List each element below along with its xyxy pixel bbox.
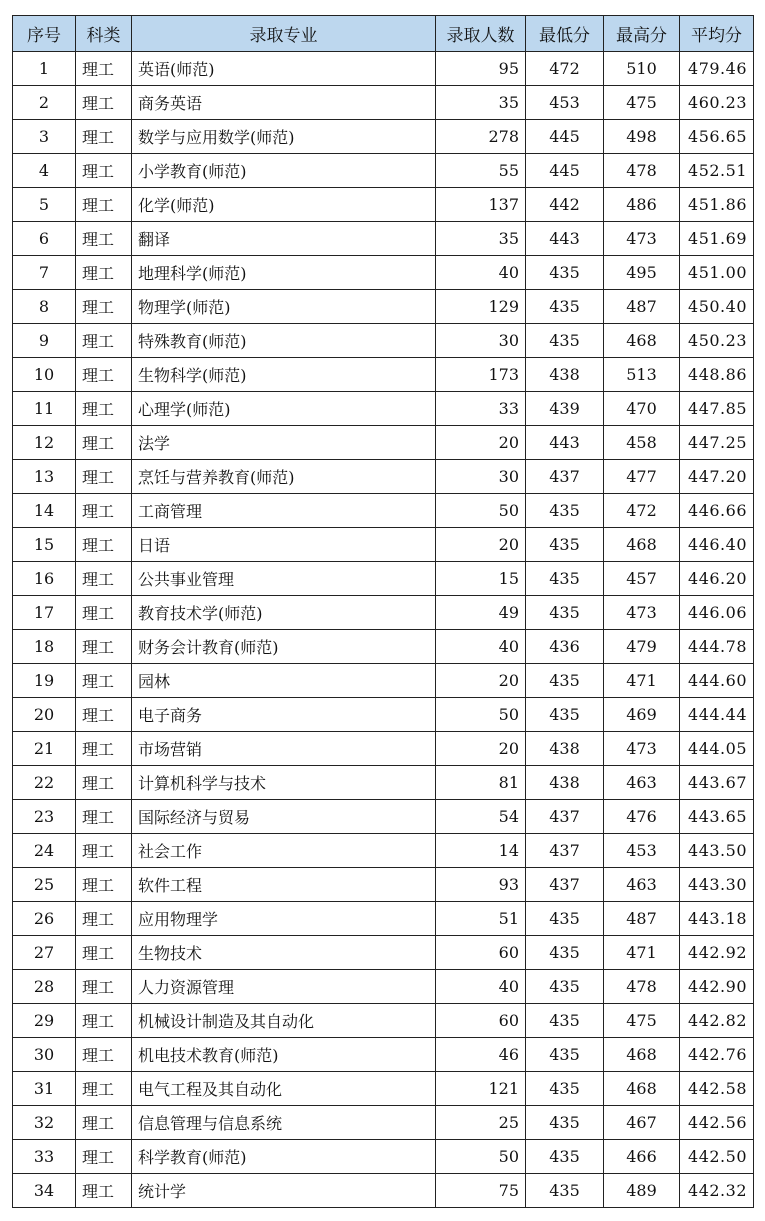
- row-avg-score: 442.92: [680, 936, 754, 970]
- row-avg-score: 444.78: [680, 630, 754, 664]
- table-row: [13, 460, 754, 494]
- row-admit-count: 30: [436, 324, 526, 358]
- row-category: 理工: [76, 256, 132, 290]
- row-major: 物理学(师范): [132, 290, 436, 324]
- row-admit-count: 33: [436, 392, 526, 426]
- row-admit-count: 46: [436, 1038, 526, 1072]
- row-major: 财务会计教育(师范): [132, 630, 436, 664]
- row-admit-count: 121: [436, 1072, 526, 1106]
- row-index: 16: [13, 562, 76, 596]
- row-max-score: 463: [604, 868, 680, 902]
- row-category: 理工: [76, 698, 132, 732]
- row-min-score: 435: [526, 528, 604, 562]
- header-category: 科类: [76, 16, 132, 52]
- row-category: 理工: [76, 1106, 132, 1140]
- row-index: 27: [13, 936, 76, 970]
- row-index: 5: [13, 188, 76, 222]
- row-category: 理工: [76, 562, 132, 596]
- row-admit-count: 40: [436, 256, 526, 290]
- row-major: 机电技术教育(师范): [132, 1038, 436, 1072]
- table-row: [13, 1174, 754, 1208]
- row-index: 20: [13, 698, 76, 732]
- row-min-score: 435: [526, 324, 604, 358]
- row-min-score: 435: [526, 1038, 604, 1072]
- row-major: 法学: [132, 426, 436, 460]
- table-row: [13, 698, 754, 732]
- row-avg-score: 447.85: [680, 392, 754, 426]
- row-min-score: 437: [526, 868, 604, 902]
- row-min-score: 436: [526, 630, 604, 664]
- row-major: 统计学: [132, 1174, 436, 1208]
- row-admit-count: 95: [436, 52, 526, 86]
- row-min-score: 438: [526, 766, 604, 800]
- row-index: 30: [13, 1038, 76, 1072]
- row-max-score: 473: [604, 732, 680, 766]
- row-index: 26: [13, 902, 76, 936]
- row-max-score: 489: [604, 1174, 680, 1208]
- row-min-score: 435: [526, 1072, 604, 1106]
- row-max-score: 469: [604, 698, 680, 732]
- row-min-score: 435: [526, 936, 604, 970]
- row-category: 理工: [76, 290, 132, 324]
- table-row: [13, 562, 754, 596]
- row-avg-score: 444.44: [680, 698, 754, 732]
- row-admit-count: 55: [436, 154, 526, 188]
- row-max-score: 468: [604, 1038, 680, 1072]
- row-category: 理工: [76, 86, 132, 120]
- row-major: 生物技术: [132, 936, 436, 970]
- header-index: 序号: [13, 16, 76, 52]
- row-avg-score: 446.40: [680, 528, 754, 562]
- row-avg-score: 448.86: [680, 358, 754, 392]
- row-category: 理工: [76, 1004, 132, 1038]
- row-admit-count: 15: [436, 562, 526, 596]
- row-min-score: 443: [526, 222, 604, 256]
- table-row: [13, 426, 754, 460]
- row-min-score: 472: [526, 52, 604, 86]
- row-admit-count: 14: [436, 834, 526, 868]
- table-row: [13, 86, 754, 120]
- row-max-score: 486: [604, 188, 680, 222]
- row-category: 理工: [76, 800, 132, 834]
- row-max-score: 453: [604, 834, 680, 868]
- row-major: 烹饪与营养教育(师范): [132, 460, 436, 494]
- row-avg-score: 451.86: [680, 188, 754, 222]
- row-avg-score: 442.56: [680, 1106, 754, 1140]
- table-row: [13, 188, 754, 222]
- table-row: [13, 52, 754, 86]
- row-category: 理工: [76, 494, 132, 528]
- row-category: 理工: [76, 664, 132, 698]
- row-admit-count: 129: [436, 290, 526, 324]
- table-row: [13, 834, 754, 868]
- row-min-score: 435: [526, 562, 604, 596]
- table-row: [13, 970, 754, 1004]
- row-index: 11: [13, 392, 76, 426]
- row-admit-count: 25: [436, 1106, 526, 1140]
- row-admit-count: 60: [436, 1004, 526, 1038]
- row-min-score: 438: [526, 358, 604, 392]
- row-category: 理工: [76, 324, 132, 358]
- table-row: [13, 358, 754, 392]
- row-admit-count: 30: [436, 460, 526, 494]
- table-row: [13, 392, 754, 426]
- row-major: 信息管理与信息系统: [132, 1106, 436, 1140]
- row-avg-score: 444.60: [680, 664, 754, 698]
- row-major: 英语(师范): [132, 52, 436, 86]
- row-min-score: 438: [526, 732, 604, 766]
- table-row: [13, 256, 754, 290]
- row-max-score: 498: [604, 120, 680, 154]
- row-index: 10: [13, 358, 76, 392]
- header-max-score: 最高分: [604, 16, 680, 52]
- table-row: [13, 1072, 754, 1106]
- row-max-score: 477: [604, 460, 680, 494]
- row-category: 理工: [76, 358, 132, 392]
- row-admit-count: 137: [436, 188, 526, 222]
- row-max-score: 457: [604, 562, 680, 596]
- table-row: [13, 936, 754, 970]
- row-max-score: 463: [604, 766, 680, 800]
- row-avg-score: 443.30: [680, 868, 754, 902]
- row-min-score: 439: [526, 392, 604, 426]
- row-index: 2: [13, 86, 76, 120]
- row-avg-score: 479.46: [680, 52, 754, 86]
- row-admit-count: 60: [436, 936, 526, 970]
- row-avg-score: 446.66: [680, 494, 754, 528]
- row-index: 8: [13, 290, 76, 324]
- row-category: 理工: [76, 222, 132, 256]
- table-row: [13, 154, 754, 188]
- row-major: 公共事业管理: [132, 562, 436, 596]
- row-max-score: 495: [604, 256, 680, 290]
- header-min-score: 最低分: [526, 16, 604, 52]
- row-avg-score: 451.69: [680, 222, 754, 256]
- table-row: [13, 528, 754, 562]
- table-row: [13, 902, 754, 936]
- row-max-score: 510: [604, 52, 680, 86]
- row-min-score: 445: [526, 154, 604, 188]
- row-max-score: 475: [604, 86, 680, 120]
- row-index: 17: [13, 596, 76, 630]
- table-row: [13, 732, 754, 766]
- row-admit-count: 51: [436, 902, 526, 936]
- row-avg-score: 460.23: [680, 86, 754, 120]
- row-index: 31: [13, 1072, 76, 1106]
- row-category: 理工: [76, 426, 132, 460]
- row-major: 教育技术学(师范): [132, 596, 436, 630]
- row-index: 34: [13, 1174, 76, 1208]
- table-row: [13, 324, 754, 358]
- row-min-score: 435: [526, 596, 604, 630]
- row-major: 人力资源管理: [132, 970, 436, 1004]
- row-major: 科学教育(师范): [132, 1140, 436, 1174]
- table-row: [13, 1106, 754, 1140]
- row-min-score: 453: [526, 86, 604, 120]
- row-admit-count: 50: [436, 698, 526, 732]
- row-admit-count: 173: [436, 358, 526, 392]
- row-avg-score: 442.76: [680, 1038, 754, 1072]
- admission-score-table: [12, 15, 754, 1208]
- row-avg-score: 446.20: [680, 562, 754, 596]
- row-category: 理工: [76, 630, 132, 664]
- row-index: 9: [13, 324, 76, 358]
- row-max-score: 473: [604, 596, 680, 630]
- row-index: 13: [13, 460, 76, 494]
- row-avg-score: 447.20: [680, 460, 754, 494]
- header-major: 录取专业: [132, 16, 436, 52]
- row-min-score: 435: [526, 970, 604, 1004]
- row-admit-count: 20: [436, 528, 526, 562]
- row-min-score: 435: [526, 902, 604, 936]
- row-avg-score: 443.50: [680, 834, 754, 868]
- row-max-score: 513: [604, 358, 680, 392]
- row-category: 理工: [76, 970, 132, 1004]
- table-row: [13, 1140, 754, 1174]
- row-max-score: 470: [604, 392, 680, 426]
- row-max-score: 475: [604, 1004, 680, 1038]
- row-admit-count: 54: [436, 800, 526, 834]
- row-category: 理工: [76, 1174, 132, 1208]
- row-index: 3: [13, 120, 76, 154]
- row-category: 理工: [76, 732, 132, 766]
- row-index: 18: [13, 630, 76, 664]
- row-min-score: 445: [526, 120, 604, 154]
- header-avg-score: 平均分: [680, 16, 754, 52]
- table-row: [13, 664, 754, 698]
- row-max-score: 468: [604, 324, 680, 358]
- row-min-score: 437: [526, 460, 604, 494]
- row-index: 22: [13, 766, 76, 800]
- row-avg-score: 443.18: [680, 902, 754, 936]
- row-min-score: 435: [526, 1004, 604, 1038]
- row-max-score: 487: [604, 902, 680, 936]
- table-row: [13, 630, 754, 664]
- table-row: [13, 1004, 754, 1038]
- table-row: [13, 290, 754, 324]
- header-row: [13, 16, 754, 52]
- row-major: 商务英语: [132, 86, 436, 120]
- row-avg-score: 456.65: [680, 120, 754, 154]
- row-index: 28: [13, 970, 76, 1004]
- row-major: 心理学(师范): [132, 392, 436, 426]
- row-category: 理工: [76, 460, 132, 494]
- row-category: 理工: [76, 868, 132, 902]
- row-avg-score: 442.50: [680, 1140, 754, 1174]
- row-admit-count: 93: [436, 868, 526, 902]
- row-major: 应用物理学: [132, 902, 436, 936]
- table-row: [13, 800, 754, 834]
- row-min-score: 435: [526, 1106, 604, 1140]
- row-min-score: 437: [526, 800, 604, 834]
- row-major: 地理科学(师范): [132, 256, 436, 290]
- row-category: 理工: [76, 1072, 132, 1106]
- row-max-score: 467: [604, 1106, 680, 1140]
- row-avg-score: 447.25: [680, 426, 754, 460]
- row-category: 理工: [76, 1038, 132, 1072]
- row-category: 理工: [76, 902, 132, 936]
- row-index: 6: [13, 222, 76, 256]
- row-major: 计算机科学与技术: [132, 766, 436, 800]
- row-category: 理工: [76, 188, 132, 222]
- row-admit-count: 40: [436, 630, 526, 664]
- row-major: 园林: [132, 664, 436, 698]
- row-max-score: 476: [604, 800, 680, 834]
- row-category: 理工: [76, 596, 132, 630]
- row-min-score: 435: [526, 256, 604, 290]
- row-avg-score: 452.51: [680, 154, 754, 188]
- row-max-score: 478: [604, 970, 680, 1004]
- row-category: 理工: [76, 528, 132, 562]
- table-row: [13, 1038, 754, 1072]
- row-admit-count: 50: [436, 494, 526, 528]
- row-avg-score: 443.65: [680, 800, 754, 834]
- row-admit-count: 20: [436, 426, 526, 460]
- row-index: 15: [13, 528, 76, 562]
- row-avg-score: 442.90: [680, 970, 754, 1004]
- row-major: 机械设计制造及其自动化: [132, 1004, 436, 1038]
- row-admit-count: 75: [436, 1174, 526, 1208]
- row-major: 生物科学(师范): [132, 358, 436, 392]
- row-min-score: 442: [526, 188, 604, 222]
- row-index: 21: [13, 732, 76, 766]
- row-min-score: 435: [526, 494, 604, 528]
- row-max-score: 472: [604, 494, 680, 528]
- row-min-score: 435: [526, 290, 604, 324]
- row-category: 理工: [76, 1140, 132, 1174]
- row-major: 国际经济与贸易: [132, 800, 436, 834]
- row-max-score: 458: [604, 426, 680, 460]
- row-major: 市场营销: [132, 732, 436, 766]
- row-major: 特殊教育(师范): [132, 324, 436, 358]
- row-admit-count: 35: [436, 222, 526, 256]
- row-category: 理工: [76, 120, 132, 154]
- row-min-score: 435: [526, 664, 604, 698]
- table-header: [13, 16, 754, 52]
- header-count: 录取人数: [436, 16, 526, 52]
- row-index: 29: [13, 1004, 76, 1038]
- row-admit-count: 49: [436, 596, 526, 630]
- row-index: 1: [13, 52, 76, 86]
- row-major: 社会工作: [132, 834, 436, 868]
- row-category: 理工: [76, 766, 132, 800]
- row-category: 理工: [76, 936, 132, 970]
- row-avg-score: 444.05: [680, 732, 754, 766]
- row-index: 14: [13, 494, 76, 528]
- row-max-score: 466: [604, 1140, 680, 1174]
- table-row: [13, 596, 754, 630]
- row-index: 32: [13, 1106, 76, 1140]
- row-major: 电子商务: [132, 698, 436, 732]
- row-admit-count: 35: [436, 86, 526, 120]
- row-avg-score: 442.58: [680, 1072, 754, 1106]
- table-row: [13, 494, 754, 528]
- table-body: [13, 52, 754, 1208]
- row-index: 19: [13, 664, 76, 698]
- row-major: 工商管理: [132, 494, 436, 528]
- row-avg-score: 446.06: [680, 596, 754, 630]
- table-row: [13, 868, 754, 902]
- row-avg-score: 443.67: [680, 766, 754, 800]
- row-index: 33: [13, 1140, 76, 1174]
- row-max-score: 468: [604, 1072, 680, 1106]
- row-category: 理工: [76, 834, 132, 868]
- row-min-score: 443: [526, 426, 604, 460]
- row-major: 小学教育(师范): [132, 154, 436, 188]
- row-index: 12: [13, 426, 76, 460]
- row-index: 4: [13, 154, 76, 188]
- row-index: 7: [13, 256, 76, 290]
- row-min-score: 435: [526, 1140, 604, 1174]
- row-max-score: 471: [604, 936, 680, 970]
- row-major: 软件工程: [132, 868, 436, 902]
- row-admit-count: 40: [436, 970, 526, 1004]
- row-min-score: 435: [526, 1174, 604, 1208]
- row-major: 翻译: [132, 222, 436, 256]
- row-major: 电气工程及其自动化: [132, 1072, 436, 1106]
- row-admit-count: 81: [436, 766, 526, 800]
- row-max-score: 473: [604, 222, 680, 256]
- row-major: 化学(师范): [132, 188, 436, 222]
- row-major: 日语: [132, 528, 436, 562]
- row-avg-score: 450.23: [680, 324, 754, 358]
- row-max-score: 468: [604, 528, 680, 562]
- row-category: 理工: [76, 154, 132, 188]
- table-row: [13, 120, 754, 154]
- row-max-score: 487: [604, 290, 680, 324]
- row-admit-count: 20: [436, 732, 526, 766]
- row-index: 23: [13, 800, 76, 834]
- row-admit-count: 20: [436, 664, 526, 698]
- row-max-score: 479: [604, 630, 680, 664]
- row-max-score: 478: [604, 154, 680, 188]
- row-max-score: 471: [604, 664, 680, 698]
- row-index: 25: [13, 868, 76, 902]
- row-min-score: 435: [526, 698, 604, 732]
- row-category: 理工: [76, 392, 132, 426]
- row-category: 理工: [76, 52, 132, 86]
- row-avg-score: 451.00: [680, 256, 754, 290]
- row-major: 数学与应用数学(师范): [132, 120, 436, 154]
- row-admit-count: 50: [436, 1140, 526, 1174]
- table-row: [13, 766, 754, 800]
- row-min-score: 437: [526, 834, 604, 868]
- row-admit-count: 278: [436, 120, 526, 154]
- row-avg-score: 442.32: [680, 1174, 754, 1208]
- row-index: 24: [13, 834, 76, 868]
- row-avg-score: 442.82: [680, 1004, 754, 1038]
- row-avg-score: 450.40: [680, 290, 754, 324]
- table-row: [13, 222, 754, 256]
